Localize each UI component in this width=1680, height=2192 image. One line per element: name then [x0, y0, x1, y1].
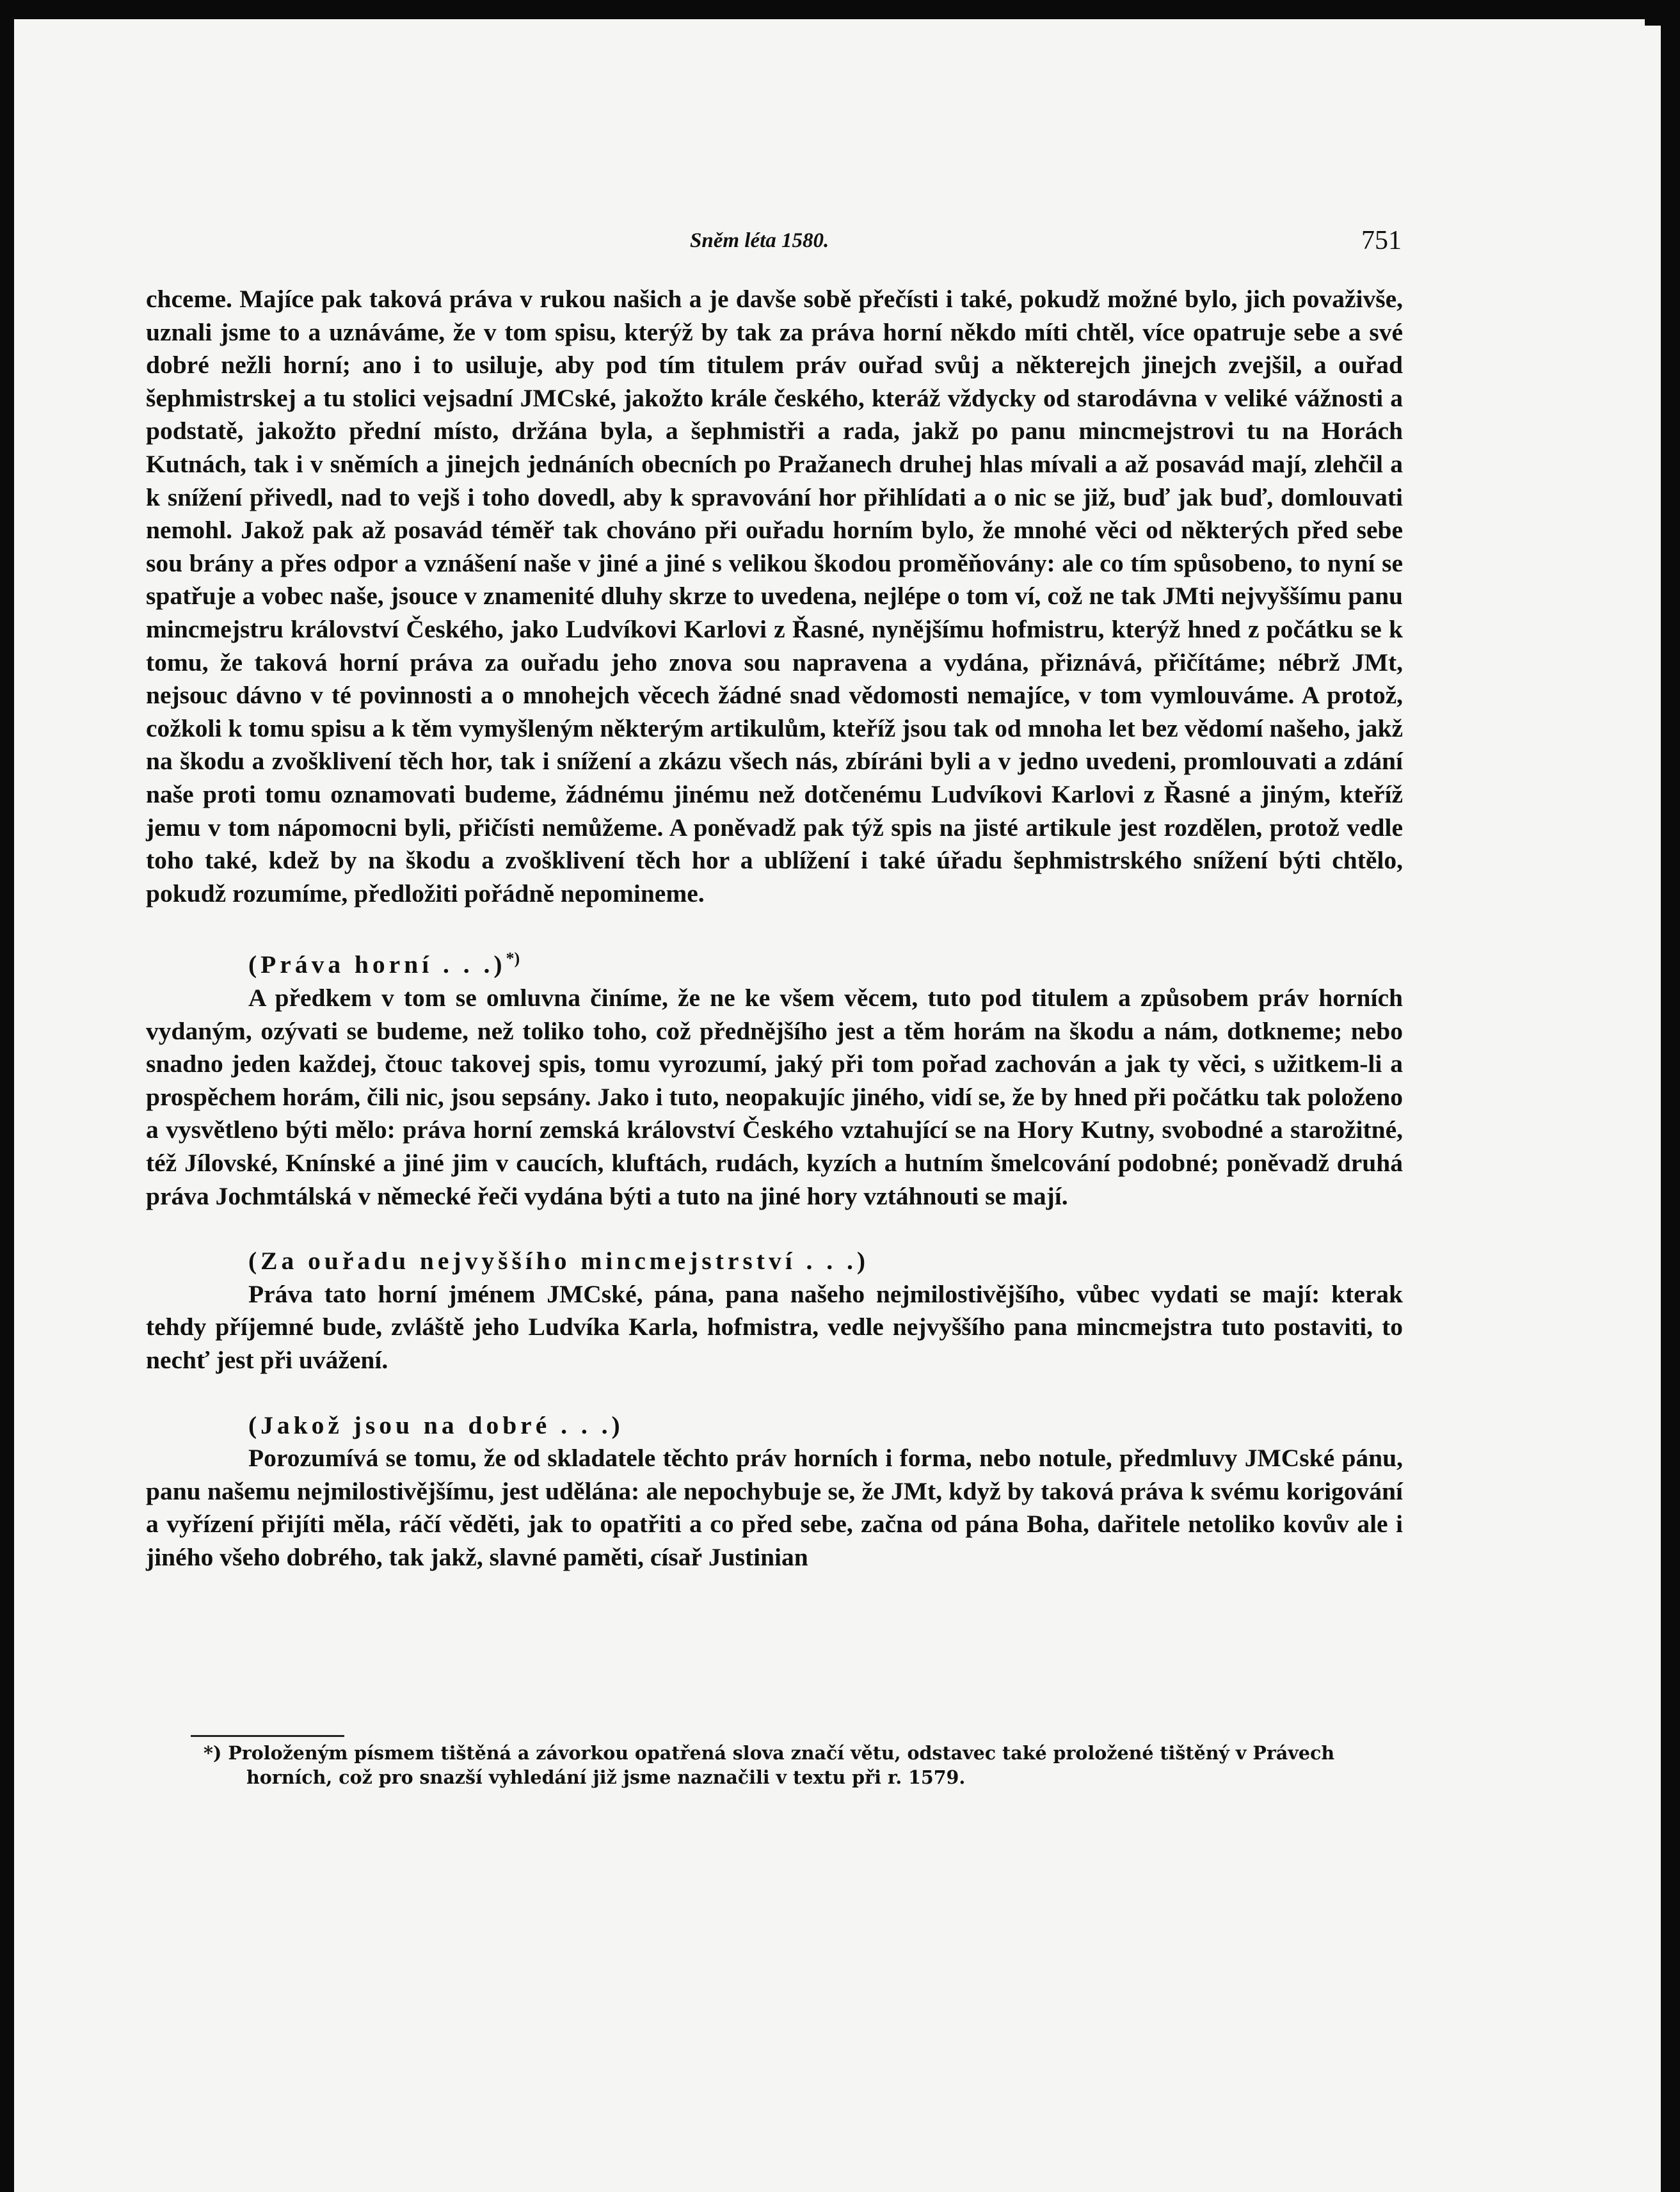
footnote-mark: *)	[204, 1742, 222, 1764]
section-heading: (Jakož jsou na dobré . . .)	[248, 1411, 624, 1439]
footnote-line-2: horních, což pro snazší vyhledání již jsme naznačili v textu při r. 1579.	[246, 1766, 966, 1788]
running-title: Sněm léta 1580.	[690, 229, 829, 252]
scan-border-left	[0, 0, 14, 2192]
footnote-divider	[191, 1735, 344, 1737]
section-za-ouradu	[146, 1245, 1403, 1377]
section-jakoz-jsou	[146, 1409, 1403, 1574]
footnote	[146, 1741, 1403, 1789]
scan-corner-mark	[1645, 0, 1680, 26]
footnote-reference: *)	[506, 949, 520, 968]
page-header	[146, 218, 1402, 256]
footnote-line-1	[146, 1741, 1403, 1765]
section-heading: (Za ouřadu nejvyššího mincmejstrství . . .)	[248, 1247, 870, 1276]
page-number: 751	[1361, 226, 1402, 255]
paragraph-continued: chceme. Majíce pak taková práva v rukou našich a je davše sobě přečísti i také, pokudž možné bylo, jich považivše, uznali jsme to a uznáváme, že v tom spisu, kterýž by tak za práva horní někdo míti chtěl, více opatruje sebe a své dobré nežli horní; ano i to usiluje, aby pod tím titulem práv ouřad svůj a některejch jinejch zvejšil, a ouřad šephmistrskej a tu stolici vejsadní JMCské, jakožto krále českého, kteráž vždycky od starodávna v veliké vážnosti a podstatě, jakožto přední místo, držána byla, a šephmistři a rada, jakž po panu mincmejstrovi tu na Horách Kutnách, tak i v sněmích a jinejch jednáních obecních po Pražanech druhej hlas mívali a až posavád mají, zlehčil a k snížení přivedl, nad to vejš i toho dovedl, aby k spravování hor přihlídati a o nic se již, buď jak buď, domlouvati nemohl. Jakož pak až posavád téměř tak chováno při ouřadu horním bylo, že mnohé věci od některých před sebe sou brány a přes odpor a vznášení naše v jiné a jiné s velikou škodou proměňovány: ale co tím spůsobeno, to nyní se spatřuje a vobec naše, jsouce v znamenité dluhy skrze to uvedena, nejlépe o tom ví, což ne tak JMti nejvyššímu panu mincmejstru království Českého, jako Ludvíkovi Karlovi z Řasné, nynějšímu hofmistru, kterýž hned z počátku se k tomu, že taková horní práva za ouřadu jeho znova sou napravena a vydána, přiznává, přičítáme; nébrž JMt, nejsouc dávno v té povinnosti a o mnohejch věcech žádné snad vědomosti nemajíce, v tom vymlouváme. A protož, cožkoli k tomu spisu a k těm vymyšleným některým artikulům, kteříž jsou tak od mnoha let bez vědomí našeho, jakž na škodu a zvošklivení těch hor, tak i snížení a zkázu všech nás, zbíráni byli a v jedno uvedeni, promlouvati a zdání naše proti tomu oznamovati budeme, žádnému jinému než dotčenému Ludvíkovi Karlovi z Řasné a jiným, kteříž jemu v tom nápomocni byli, přičísti nemůžeme. A poněvadž pak týž spis na jisté artikule jest rozdělen, protož vedle toho také, kdež by na škodu a zvošklivení těch hor a ublížení i také úřadu šephmistrského snížení býti chtělo, pokudž rozumíme, předložiti pořádně nepomineme.	[146, 285, 1403, 908]
section-heading-text: (Práva horní . . .)	[248, 950, 506, 979]
section-heading	[146, 942, 1403, 982]
footnote-text-1: Proloženým písmem tištěná a závorkou opatřená slova značí větu, odstavec také proložené tištěný v Právech	[228, 1742, 1335, 1764]
section-prava-horni	[146, 942, 1403, 1213]
main-text	[146, 283, 1403, 1574]
section-paragraph: Porozumívá se tomu, že od skladatele těchto práv horních i forma, nebo notule, předmluvy JMCské pánu, panu našemu nejmilostivějšímu, jest udělána: ale nepochybuje se, že JMt, když by taková práva k svému korigování a vyřízení přijíti měla, ráčí věděti, jak to opatřiti a co před sebe, začna od pána Boha, dařitele netoliko kovův ale i jiného všeho dobrého, tak jakž, slavné paměti, císař Justinian	[146, 1444, 1403, 1571]
section-paragraph: A předkem v tom se omluvna činíme, že ne ke všem věcem, tuto pod titulem a způsobem práv horních vydaným, ozývati se budeme, než toliko toho, což přednějšího jest a těm horám na škodu a nám, dotkneme; nebo snadno jeden každej, čtouc takovej spis, tomu vyrozumí, jaký při tom pořad zachován a jak ty věci, s užitkem-li a prospěchem horám, čili nic, jsou sepsány. Jako i tuto, neopakujíc jiného, vidí se, že by hned při počátku tak položeno a vysvětleno býti mělo: práva horní zemská království Českého vztahující se na Hory Kutny, svobodné a starožitné, též Jílovské, Knínské a jiné jim v caucích, kluftách, rudách, kyzích a hutním šmelcování podobné; poněvadž druhá práva Jochmtálská v německé řeči vydána býti a tuto na jiné hory vztáhnouti se mají.	[146, 984, 1403, 1210]
section-paragraph: Práva tato horní jménem JMCské, pána, pana našeho nejmilostivějšího, vůbec vydati se mají: kterak tehdy příjemné bude, zvláště jeho Ludvíka Karla, hofmistra, vedle nejvyššího pana mincmejstra tuto postaviti, to nechť jest při uvážení.	[146, 1279, 1403, 1374]
